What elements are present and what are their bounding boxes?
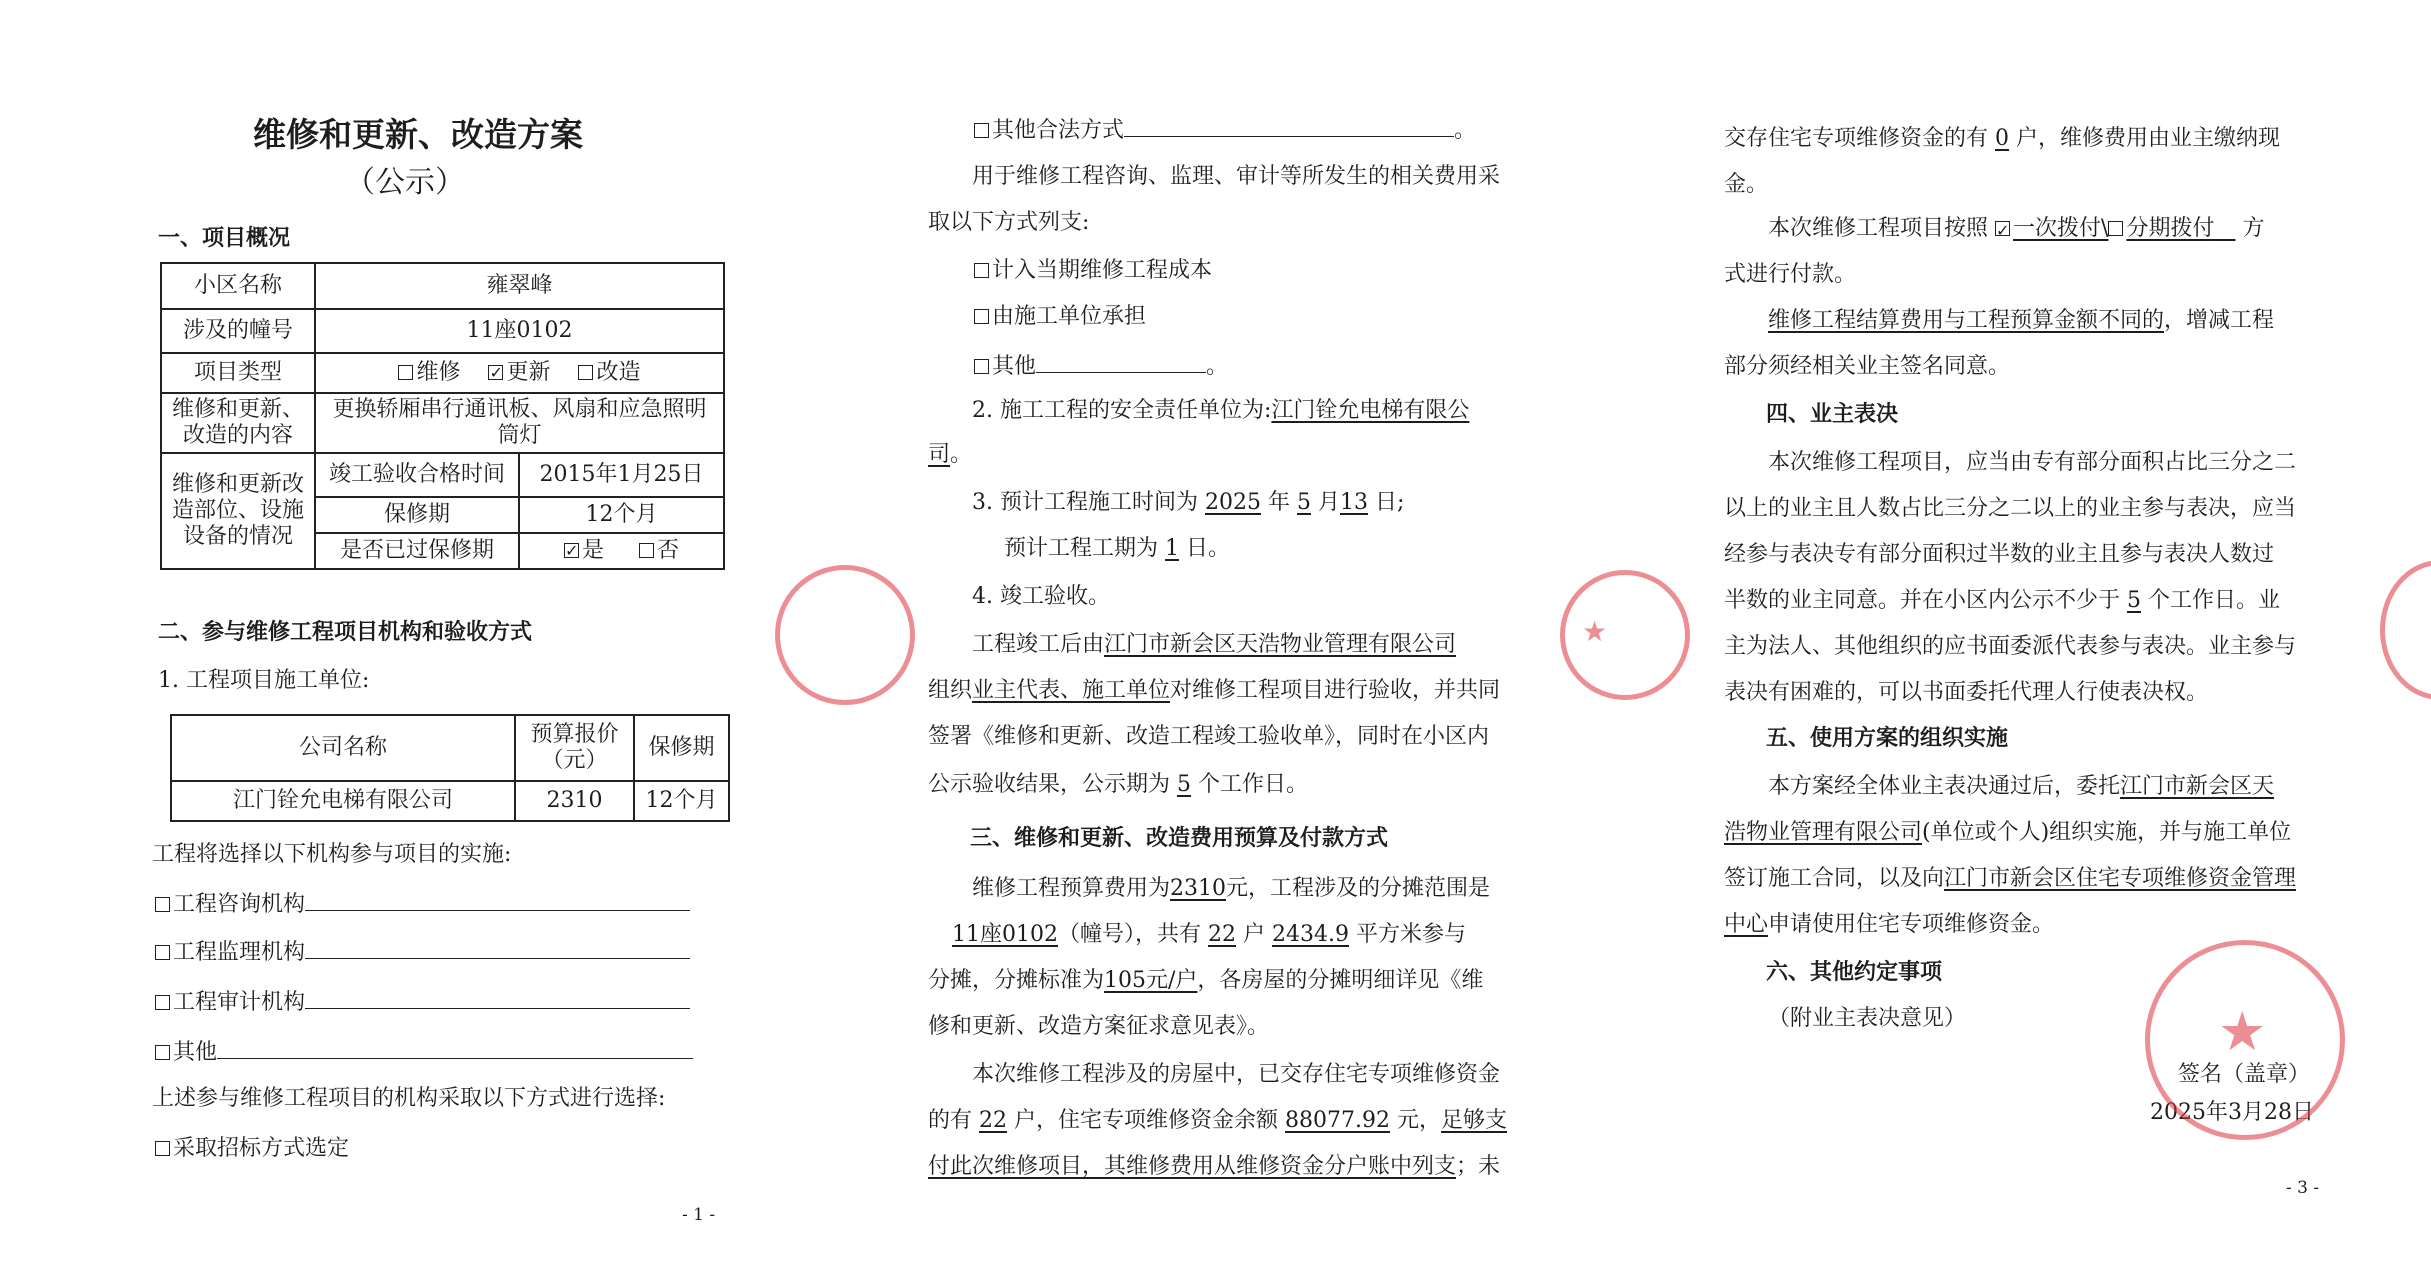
fund-households: 22 [979,1108,1008,1133]
accept-days: 5 [1177,772,1192,797]
checkbox-repair [398,365,413,380]
accept-text-1: 工程竣工后由 [972,632,1105,657]
org-other [155,1036,693,1068]
org-audit-label: 工程审计机构 [173,990,306,1015]
accept-line-4 [928,770,1308,800]
other-method: 其他合法方式 。 [974,114,1476,146]
select-tender [155,1134,349,1164]
building-value: 11座0102 [315,309,724,353]
page-number-3: - 3 - [2286,1178,2320,1198]
accept-text-2a: 组织 [928,678,973,703]
budget-text-3c: ，各房屋的分摊明细详见《维 [1197,968,1484,993]
org-fund-center-a: 江门市新会区住宅专项维修资金管理 [1944,866,2297,891]
blank-line [305,936,690,959]
budget-line-6 [928,1106,1507,1136]
budget-text-2b: （幢号），共有 [1057,922,1201,947]
section-5-heading: 五、使用方案的组织实施 [1766,726,2009,751]
checkbox-other [155,1045,170,1060]
vote-line-6: 表决有困难的，可以书面委托代理人行使表决权。 [1724,680,2209,705]
org-line-2 [1724,818,2291,848]
org-fund-center-b: 中心 [1724,912,1769,937]
vote-line-5: 主为法人、其他组织的应书面委派代表参与表决。业主参与 [1724,634,2297,659]
org-text-4b: 申请使用住宅专项维修资金。 [1768,912,2055,937]
budget-text-6c: 户，住宅专项维修资金余额 [1014,1108,1279,1133]
org-supervision-label: 工程监理机构 [173,940,306,965]
org-other-label: 其他 [173,1040,218,1065]
building-label: 涉及的幢号 [161,309,315,353]
accept-line-3: 签署《维修和更新、改造工程竣工验收单》，同时在小区内 [928,724,1490,749]
doc-subtitle: （公示） [345,165,465,200]
acceptance-value: 2015年1月25日 [519,453,724,497]
vote-line-3: 经参与表决专有部分面积过半数的业主且参与表决人数过 [1724,542,2275,567]
fee-opt-1-label: 计入当期维修工程成本 [992,258,1213,283]
safety-text: 2. 施工工程的安全责任单位为: [972,398,1272,423]
type-options [315,353,724,393]
blank-line [217,1036,693,1059]
budget-text-1a: 维修工程预算费用为 [972,876,1171,901]
budget-text-2d: 户 [1243,922,1266,947]
time-day: 13 [1340,490,1369,515]
cash-text-1a: 交存住宅专项维修资金的有 [1724,126,1989,151]
fee-opt-3: 其他 。 [974,350,1228,382]
org-audit [155,986,690,1018]
time-line [972,488,1404,518]
fee-opt-2-label: 由施工单位承担 [992,304,1147,329]
checkbox-other-method [974,123,989,138]
budget-households: 22 [1208,922,1236,947]
budget-text-7a: 付此次维修项目，其维修费用从维修资金分户账中列支 [928,1154,1457,1179]
signature-label: 签名（盖章） [2178,1062,2311,1087]
contractor-table [170,714,730,822]
blank-line [1124,114,1454,137]
page-3 [1690,0,2431,1279]
contractor-h-budget-1: 预算报价 [530,722,619,747]
period-value: 1 [1165,536,1180,561]
section-4-heading: 四、业主表决 [1766,402,1899,427]
expired-options [519,533,724,569]
pay-line-2: 式进行付款。 [1724,262,1857,287]
accept-line-1 [972,630,1456,660]
budget-text-7b: ；未 [1456,1154,1501,1179]
checkbox-tender [155,1141,170,1156]
expired-label: 是否已过保修期 [315,533,519,569]
expired-no: 否 [656,538,679,563]
fee-opt-3-label: 其他 [992,354,1037,379]
org-line-3 [1724,864,2296,894]
attach-note: （附业主表决意见） [1768,1006,1967,1031]
budget-line-3 [928,966,1483,996]
contractor-warranty: 12个月 [634,781,729,821]
time-month: 5 [1297,490,1311,515]
org-consulting-label: 工程咨询机构 [173,892,306,917]
cash-text-1c: 户，维修费用由业主缴纳现 [2016,126,2281,151]
section-2-heading: 二、参与维修工程项目机构和验收方式 [158,620,533,645]
vote-text-4a: 半数的业主同意。并在小区内公示不少于 [1724,588,2121,613]
cash-households: 0 [1995,126,2010,151]
diff-text-b: ，增减工程 [2164,308,2275,333]
fee-opt-2 [974,302,1146,332]
type-opt-renovate: 改造 [596,360,641,385]
type-opt-repair: 维修 [416,360,461,385]
accept-line-2 [928,676,1500,706]
company-seal-left [775,565,915,705]
part-label-1: 维修和更新改 [171,472,304,497]
org-text-1a: 本方案经全体业主表决通过后，委托 [1768,774,2121,799]
accept-text-2c: 对维修工程项目进行验收，并共同 [1170,678,1501,703]
budget-text-3a: 分摊，分摊标准为 [928,968,1105,993]
section-3-heading: 三、维修和更新、改造费用预算及付款方式 [970,826,1389,851]
fee-line-1: 用于维修工程咨询、监理、审计等所发生的相关费用采 [972,164,1501,189]
accept-text-4c: 个工作日。 [1198,772,1309,797]
seal-star-icon: ★ [1582,615,1608,648]
pay-one-time: 一次拨付\ [2013,216,2109,241]
section-1-heading: 一、项目概况 [158,226,291,251]
contractor-h-budget [515,715,634,781]
budget-text-6a: 的有 [928,1108,973,1133]
checkbox-fee-2 [974,309,989,324]
page-1 [0,0,840,1279]
blank-line [305,888,690,911]
contractor-company: 江门铨允电梯有限公司 [171,781,515,821]
safety-line [972,396,1469,426]
sign-date: 2025年3月28日 [2150,1100,2314,1125]
community-value: 雍翠峰 [315,263,724,309]
org-consulting [155,888,690,920]
accept-organizer: 江门市新会区天浩物业管理有限公司 [1104,632,1457,657]
period-text: 预计工程工期为 [1004,536,1159,561]
safety-unit-end: 司 [928,442,951,467]
orgs-intro: 工程将选择以下机构参与项目的实施: [152,842,512,867]
budget-text-6e: 元， [1397,1108,1442,1133]
checkbox-consulting [155,897,170,912]
safety-line-2: 司。 [928,442,973,467]
budget-text-2f: 平方米参与 [1356,922,1467,947]
budget-line-7 [928,1152,1500,1182]
page-2 [900,0,1590,1279]
contractor-budget: 2310 [515,781,634,821]
warranty-label: 保修期 [315,497,519,533]
budget-text-1c: 元，工程涉及的分摊范围是 [1226,876,1491,901]
diff-line-1 [1768,306,2274,336]
pay-text-a: 本次维修工程项目按照 [1768,216,1989,241]
period-line [1004,534,1230,564]
contractor-h-company: 公司名称 [171,715,515,781]
checkbox-no [639,543,654,558]
budget-area: 2434.9 [1272,922,1349,947]
cash-line-2: 金。 [1724,172,1769,197]
blank-line [1036,350,1206,373]
pay-line-1 [1768,214,2264,244]
time-text: 3. 预计工程施工时间为 [972,490,1198,515]
org-supervision [155,936,690,968]
org-line-1 [1768,772,2274,802]
content-label-2: 改造的内容 [182,423,293,448]
company-seal-edge [2380,560,2431,700]
org-line-4 [1724,910,2054,940]
org-entrustee-b: 浩物业管理有限公司 [1724,820,1923,845]
content-value [315,393,724,453]
section-6-heading: 六、其他约定事项 [1766,960,1943,985]
budget-amount: 2310 [1170,876,1227,901]
fee-line-2: 取以下方式列支: [928,210,1090,235]
accept-parties: 业主代表、施工单位 [972,678,1171,703]
checkbox-renovate [578,365,593,380]
content-value-2: 筒灯 [497,423,542,448]
time-y: 年 [1267,490,1290,515]
budget-line-4: 修和更新、改造方案征求意见表》。 [928,1014,1270,1039]
budget-text-6f: 足够支 [1441,1108,1508,1133]
select-intro: 上述参与维修工程项目的机构采取以下方式进行选择: [152,1086,666,1111]
checkbox-installment [2108,221,2123,236]
budget-building: 11座0102 [952,922,1058,947]
checkbox-fee-1 [974,263,989,278]
diff-line-2: 部分须经相关业主签名同意。 [1724,354,2011,379]
community-label: 小区名称 [161,263,315,309]
time-d: 日; [1375,490,1405,515]
sub-contractor-heading: 1. 工程项目施工单位: [158,668,370,693]
org-text-2b: (单位或个人)组织实施，并与施工单位 [1922,820,2292,845]
checkbox-audit [155,995,170,1010]
page-number-1: - 1 - [682,1205,716,1225]
acceptance-label: 竣工验收合格时间 [315,453,519,497]
vote-days: 5 [2127,588,2142,613]
warranty-value: 12个月 [519,497,724,533]
checkbox-yes-checked [564,543,579,558]
type-opt-update: 更新 [506,360,551,385]
budget-line-1 [972,874,1490,904]
vote-line-2: 以上的业主且人数占比三分之二以上的业主参与表决，应当 [1724,496,2297,521]
vote-line-4 [1724,586,2280,616]
part-label-2: 造部位、设施 [171,498,304,523]
blank-line [305,986,690,1009]
project-info-table [160,262,725,570]
time-m: 月 [1318,490,1341,515]
pay-options [1995,216,2235,241]
content-label [161,393,315,453]
time-year: 2025 [1204,490,1261,515]
other-method-label: 其他合法方式 [992,118,1125,143]
contractor-h-budget-2: （元） [541,748,608,773]
budget-line-5: 本次维修工程涉及的房屋中，已交存住宅专项维修资金 [972,1062,1501,1087]
budget-standard: 105元/户 [1104,968,1198,993]
seal-star-icon: ★ [2218,1000,2267,1063]
part-label [161,453,315,569]
fund-balance: 88077.92 [1285,1108,1391,1133]
select-tender-label: 采取招标方式选定 [173,1136,350,1161]
type-label: 项目类型 [161,353,315,393]
cash-line-1 [1724,124,2280,154]
pay-installment: 分期拨付 [2126,216,2215,241]
budget-line-2 [952,920,1466,950]
vote-line-1: 本次维修工程项目，应当由专有部分面积占比三分之二 [1768,450,2297,475]
accept-heading: 4. 竣工验收。 [972,584,1110,609]
org-text-3a: 签订施工合同，以及向 [1724,866,1945,891]
org-entrustee-a: 江门市新会区天 [2120,774,2275,799]
period-unit: 日。 [1186,536,1231,561]
part-label-3: 设备的情况 [182,524,293,549]
diff-text-a: 维修工程结算费用与工程预算金额不同的 [1768,308,2165,333]
content-label-1: 维修和更新、 [171,397,304,422]
content-value-1: 更换轿厢串行通讯板、风扇和应急照明 [332,397,707,422]
checkbox-one-time-checked [1995,221,2010,236]
safety-unit: 江门铨允电梯有限公 [1271,398,1470,423]
doc-title: 维修和更新、改造方案 [253,115,583,154]
checkbox-supervision [155,945,170,960]
vote-text-4c: 个工作日。业 [2148,588,2281,613]
checkbox-fee-3 [974,359,989,374]
pay-text-d: 方 [2242,216,2265,241]
contractor-h-warranty: 保修期 [634,715,729,781]
fee-opt-1 [974,256,1212,286]
company-seal-middle [1560,570,1690,700]
accept-text-4a: 公示验收结果，公示期为 [928,772,1171,797]
checkbox-update-checked [488,365,503,380]
expired-yes: 是 [582,538,605,563]
